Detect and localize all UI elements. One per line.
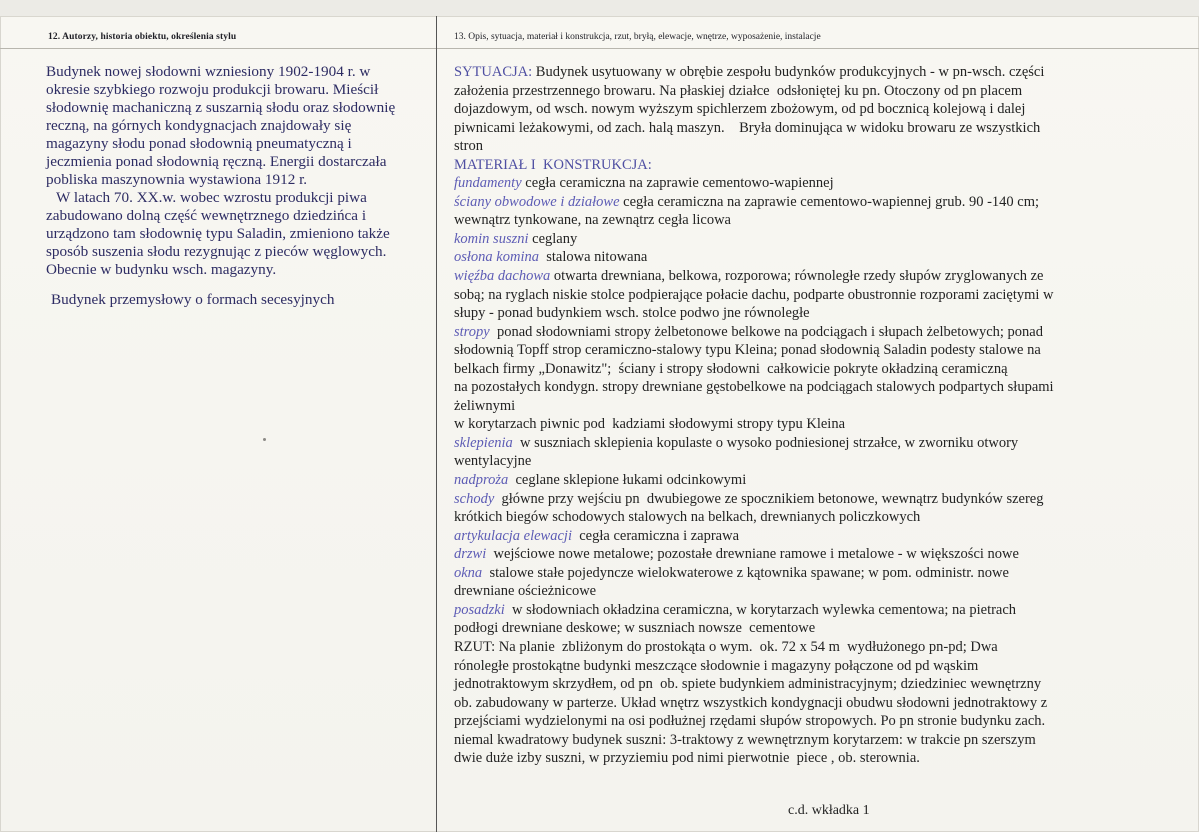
history-line: pobliska maszynownia wystawiona 1912 r. — [46, 171, 308, 188]
desc-line: RZUT: Na planie zbliżonym do prostokąta o wym. ok. 72 x 54 m wydłużonego pn-pd; Dwa — [454, 638, 998, 655]
desc-line: krótkich biegów schodowych stalowych na belkach, drewnianych policzkowych — [454, 509, 921, 526]
desc-line — [454, 193, 1154, 212]
history-line: reczną, na górnych kondygnacjach znajdowały się — [46, 117, 352, 134]
desc-line: w korytarzach piwnic pod kadziami słodowymi stropy typu Kleina — [454, 416, 846, 433]
style-description: Budynek przemysłowy o formach secesyjnych — [51, 291, 335, 308]
term-label: komin suszni — [454, 230, 529, 247]
desc-line — [454, 434, 1154, 453]
desc-line — [454, 323, 1154, 342]
desc-line: żeliwnymi — [454, 397, 516, 414]
term-label: ściany obwodowe i działowe — [454, 193, 620, 210]
left-column — [18, 16, 428, 309]
desc-line: jednotraktowym skrzydłem, od pn ob. spiete budynkiem administracyjnym; dziedziniec wewnętrzny — [454, 676, 1042, 693]
desc-line: wewnątrz tynkowane, na zewnątrz cegła licowa — [454, 212, 731, 229]
history-line: jeczmienia ponad słodownią ręczną. Energii dostarczała — [46, 153, 387, 170]
desc-text: cegła ceramiczna na zaprawie cementowo-wapiennej — [521, 175, 834, 192]
history-line: magazyny słodu ponad słodownią pneumatyczną i — [46, 135, 352, 152]
desc-line — [454, 230, 1154, 249]
term-label: schody — [454, 490, 495, 507]
heading-sytuacja: SYTUACJA: — [454, 64, 533, 80]
desc-line: stron — [454, 138, 483, 155]
term-label: artykulacja elewacji — [454, 527, 572, 544]
description-text — [454, 63, 1154, 768]
desc-line — [454, 63, 1154, 82]
desc-text: cegła ceramiczna i zaprawa — [571, 527, 740, 544]
desc-text: stalowa nitowana — [538, 249, 648, 266]
desc-text: ponad słodowniami stropy żelbetonowe belkowe na podciągach i słupach żelbetowych; ponad — [489, 323, 1043, 340]
term-label: sklepienia — [454, 434, 513, 451]
desc-line: dojazdowym, od wsch. nowym wyższym spichlerzem zbożowym, od pd bocznicą kolejową i dalej — [454, 101, 1026, 118]
desc-line — [454, 267, 1154, 286]
desc-line: piwnicami leżakowymi, od zach. halą maszyn. Bryła dominująca w widoku browaru ze wszystkich — [454, 119, 1041, 136]
history-text — [46, 63, 431, 309]
term-label: stropy — [454, 323, 490, 340]
desc-line: podłogi drewniane deskowe; w suszniach nowsze cementowe — [454, 620, 816, 637]
term-label: fundamenty — [454, 175, 522, 192]
section-13-header: 13. Opis, sytuacja, materiał i konstrukcja, rzut, bryłą, elewacje, wnętrze, wyposażenie, instalacje — [454, 32, 821, 42]
desc-line: na pozostałych kondygn. stropy drewniane gęstobelkowe na podciągach stalowych podpartych słupami — [454, 379, 1054, 396]
desc-text: stalowe stałe pojedyncze wielokwaterowe z kątownika spawane; w pom. odministr. nowe — [482, 564, 1009, 581]
history-line: zabudowano dolną część wewnętrznego dziedzińca i — [46, 207, 367, 224]
continuation-note: c.d. wkładka 1 — [788, 803, 870, 818]
desc-text: Budynek usytuowany w obrębie zespołu budynków produkcyjnych - w pn-wsch. części — [532, 64, 1045, 80]
history-line: sposób suszenia słodu rezygnując z pieców węglowych. — [46, 243, 387, 260]
desc-text: ceglany — [528, 230, 578, 247]
desc-line: ob. zabudowany w parterze. Układ wnętrz wszystkich kondygnacji obudwu słodowni jednotraktowy z — [454, 694, 1048, 711]
heading-material: MATERIAŁ I KONSTRUKCJA: — [454, 156, 652, 173]
history-line: urządzono tam słodownię typu Saladin, zmieniono także — [46, 225, 390, 242]
desc-text: wejściowe nowe metalowe; pozostałe drewniane ramowe i metalowe - w większości nowe — [486, 546, 1019, 563]
history-line: Budynek nowej słodowni wzniesiony 1902-1904 r. w — [46, 63, 371, 80]
term-label: posadzki — [454, 601, 505, 618]
term-label: osłona komina — [454, 249, 539, 266]
term-label: więźba dachowa — [454, 268, 551, 285]
desc-line — [454, 527, 1154, 546]
desc-line — [454, 545, 1154, 564]
desc-line — [454, 564, 1154, 583]
desc-line — [454, 490, 1154, 509]
desc-text: w suszniach sklepienia kopulaste o wysoko podniesionej strzałce, w zworniku otwory — [512, 434, 1019, 451]
paper-speck — [263, 438, 266, 441]
desc-line — [454, 248, 1154, 267]
desc-line: drewniane ościeżnicowe — [454, 583, 597, 600]
desc-line: słupy - ponad budynkiem wsch. stolce podwo jne równoległe — [454, 305, 810, 322]
history-line: okresie szybkiego rozwoju produkcji browaru. Mieścił — [46, 81, 379, 98]
term-label: nadproża — [454, 472, 509, 489]
desc-text: cegła ceramiczna na zaprawie cementowo-wapiennej grub. 90 -140 cm; — [619, 193, 1040, 210]
desc-text: ceglane sklepione łukami odcinkowymi — [508, 472, 747, 489]
desc-line — [454, 601, 1154, 620]
history-line: W latach 70. XX.w. wobec wzrostu produkcji piwa — [56, 189, 367, 206]
history-line: słodownię machaniczną z suszarnią słodu oraz słodownię — [46, 99, 396, 116]
desc-line: niemal kwadratowy budynek suszni: 3-traktowy z wewnętrznym korytarzem: w trakcie pn szerszym — [454, 731, 1036, 748]
desc-line: rónoległe prostokątne budynki meszczące słodownie i magazyny połączone od pd wąskim — [454, 657, 979, 674]
desc-line: założenia przestrzennego browaru. Na płaskiej działce odsłoniętej ku pn. Otoczony od pn placem — [454, 82, 1023, 99]
desc-line — [454, 174, 1154, 193]
section-12-header: 12. Autorzy, historia obiektu, określenia stylu — [48, 32, 237, 42]
desc-line: wentylacyjne — [454, 453, 532, 470]
paper-top-edge — [0, 0, 1199, 17]
desc-line — [454, 471, 1154, 490]
desc-text: w słodowniach okładzina ceramiczna, w korytarzach wylewka cementowa; na pietrach — [504, 601, 1017, 618]
desc-line: dwie duże izby suszni, w przyziemiu pod nimi pierwotnie piece , ob. sterownia. — [454, 750, 920, 767]
desc-line: przejściami wydzielonymi na osi podłużnej rzędami słupów stropowych. Po pn stronie budynku zach. — [454, 713, 1046, 730]
history-line: Obecnie w budynku wsch. magazyny. — [46, 261, 277, 278]
desc-line: belkach firmy „Donawitz"; ściany i stropy słodowni całkowicie pokryte okładziną ceramiczną — [454, 360, 1008, 377]
desc-line: słodownią Topff strop ceramiczno-stalowy typu Kleina; ponad słodownią Saladin podesty stalowe na — [454, 342, 1041, 359]
desc-text: otwarta drewniana, belkowa, rozporowa; równoległe rzedy słupów zryglowanych ze — [550, 268, 1044, 285]
right-column — [444, 16, 1184, 768]
column-divider — [436, 16, 437, 832]
desc-line: sobą; na ryglach niskie stolce podpierające połacie dachu, podparte obustronnie rozporami zaciętymi w — [454, 286, 1054, 303]
term-label: drzwi — [454, 546, 487, 563]
desc-text: główne przy wejściu pn dwubiegowe ze spocznikiem betonowe, wewnątrz budynków szereg — [494, 490, 1044, 507]
term-label: okna — [454, 564, 483, 581]
